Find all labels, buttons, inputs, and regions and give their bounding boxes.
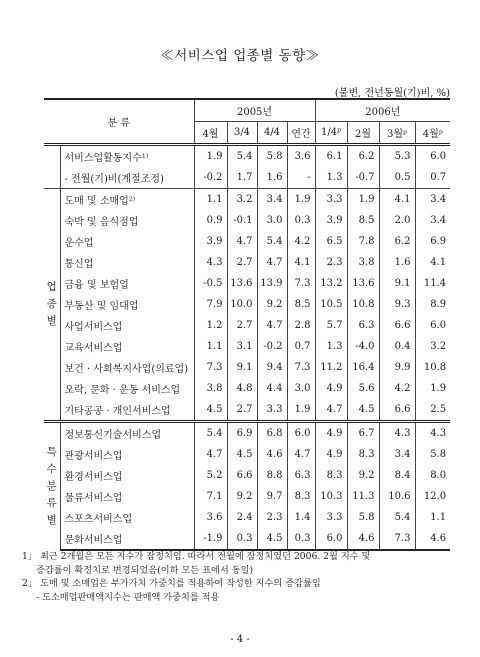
value-cell: 5.4 bbox=[227, 145, 257, 168]
value-cell: 1.3 bbox=[315, 336, 347, 357]
value-cell: 4.9 bbox=[315, 422, 347, 445]
table-row bbox=[44, 507, 450, 528]
value-cell: 0.4 bbox=[379, 336, 415, 357]
value-cell: 6.8 bbox=[257, 422, 287, 445]
row-label: 보건 · 사회복지사업(의료업) bbox=[64, 364, 189, 375]
value-cell: 4.1 bbox=[287, 252, 315, 273]
value-cell: 7.3 bbox=[379, 528, 415, 550]
value-cell: -0.2 bbox=[194, 167, 227, 189]
value-cell: 4.7 bbox=[194, 444, 227, 465]
value-cell: 9.2 bbox=[227, 486, 257, 507]
table-row bbox=[44, 315, 450, 336]
year-2005-header: 2005년 bbox=[194, 99, 315, 122]
value-cell: 6.7 bbox=[347, 422, 379, 445]
value-cell: 3.4 bbox=[257, 189, 287, 211]
value-cell: 8.0 bbox=[415, 465, 450, 486]
value-cell: 8.3 bbox=[315, 465, 347, 486]
value-cell: 1.1 bbox=[194, 189, 227, 211]
value-cell: 3.3 bbox=[315, 507, 347, 528]
value-cell: 4.2 bbox=[379, 378, 415, 399]
value-cell: 0.7 bbox=[415, 167, 450, 189]
value-cell: 4.7 bbox=[287, 444, 315, 465]
value-cell: 5.4 bbox=[379, 507, 415, 528]
value-cell: 6.0 bbox=[315, 528, 347, 550]
table-row bbox=[44, 145, 450, 168]
value-cell: 6.0 bbox=[287, 422, 315, 445]
value-cell: 5.2 bbox=[194, 465, 227, 486]
row-label: 관광서비스업 bbox=[64, 451, 123, 462]
value-cell: -0.7 bbox=[347, 167, 379, 189]
value-cell: 6.6 bbox=[227, 465, 257, 486]
value-cell: 4.7 bbox=[227, 231, 257, 252]
table-row bbox=[44, 465, 450, 486]
value-cell: 7.9 bbox=[194, 294, 227, 315]
value-cell: 0.3 bbox=[287, 210, 315, 231]
table-row bbox=[44, 399, 450, 422]
row-label: 문화서비스업 bbox=[60, 528, 194, 550]
col-header: 4/4 bbox=[257, 122, 287, 145]
value-cell: 6.1 bbox=[315, 145, 347, 168]
value-cell: 7.1 bbox=[194, 486, 227, 507]
value-cell: 1.7 bbox=[227, 167, 257, 189]
value-cell: 4.2 bbox=[287, 231, 315, 252]
value-cell: 2.7 bbox=[227, 315, 257, 336]
value-cell: -4.0 bbox=[347, 336, 379, 357]
row-label: 물류서비스업 bbox=[64, 493, 123, 504]
value-cell: 6.9 bbox=[227, 422, 257, 445]
value-cell: 9.2 bbox=[347, 465, 379, 486]
value-cell: 10.3 bbox=[315, 486, 347, 507]
value-cell: 1.6 bbox=[257, 167, 287, 189]
category-header: 분 류 bbox=[44, 99, 194, 145]
value-cell: 1.6 bbox=[379, 252, 415, 273]
value-cell: 1.4 bbox=[287, 507, 315, 528]
value-cell: 1.9 bbox=[347, 189, 379, 211]
value-cell: 3.8 bbox=[347, 252, 379, 273]
col-header: 4월 bbox=[194, 122, 227, 145]
value-cell: 3.2 bbox=[227, 189, 257, 211]
group-label-industry: 업 종 별 bbox=[46, 281, 57, 327]
value-cell: 9.1 bbox=[227, 357, 257, 378]
value-cell: 8.3 bbox=[287, 486, 315, 507]
value-cell: 13.6 bbox=[347, 273, 379, 294]
value-cell: 4.3 bbox=[379, 422, 415, 445]
row-label: 부동산 및 임대업 bbox=[64, 301, 139, 312]
value-cell: 6.2 bbox=[379, 231, 415, 252]
table-row bbox=[44, 422, 450, 445]
value-cell: 5.6 bbox=[347, 378, 379, 399]
row-label: 정보통신기술서비스업 bbox=[60, 422, 194, 445]
value-cell: 4.7 bbox=[257, 315, 287, 336]
service-industry-table bbox=[44, 98, 450, 551]
value-cell: 3.9 bbox=[194, 231, 227, 252]
col-header: 3월ᵖ bbox=[379, 122, 415, 145]
value-cell: 2.4 bbox=[227, 507, 257, 528]
value-cell: 4.5 bbox=[194, 399, 227, 422]
row-label: 서비스업활동지수¹⁾ bbox=[60, 145, 194, 168]
table-row bbox=[44, 210, 450, 231]
value-cell: 0.3 bbox=[227, 528, 257, 550]
value-cell: 6.3 bbox=[347, 315, 379, 336]
unit-note: (불변, 전년동월(기)비, %) bbox=[334, 88, 450, 99]
table-row bbox=[44, 189, 450, 211]
value-cell: 9.1 bbox=[379, 273, 415, 294]
value-cell: 7.3 bbox=[287, 357, 315, 378]
value-cell: 2.5 bbox=[415, 399, 450, 422]
table-row bbox=[44, 528, 450, 550]
row-label: 기타공공 · 개인서비스업 bbox=[64, 406, 171, 417]
footnotes bbox=[22, 550, 462, 604]
value-cell: 2.3 bbox=[315, 252, 347, 273]
value-cell: 10.5 bbox=[315, 294, 347, 315]
value-cell: 11.4 bbox=[415, 273, 450, 294]
value-cell: 7.3 bbox=[287, 273, 315, 294]
value-cell: 2.7 bbox=[227, 399, 257, 422]
value-cell: 7.3 bbox=[194, 357, 227, 378]
year-2006-header: 2006년 bbox=[315, 99, 450, 122]
table-row bbox=[44, 273, 450, 294]
value-cell: 1.9 bbox=[287, 399, 315, 422]
table-row bbox=[44, 378, 450, 399]
value-cell: - bbox=[287, 167, 315, 189]
row-label: 금융 및 보험업 bbox=[64, 280, 129, 291]
col-header: 3/4 bbox=[227, 122, 257, 145]
value-cell: 10.0 bbox=[227, 294, 257, 315]
value-cell: 2.8 bbox=[287, 315, 315, 336]
value-cell: 5.8 bbox=[415, 444, 450, 465]
value-cell: -1.9 bbox=[194, 528, 227, 550]
value-cell: 9.2 bbox=[257, 294, 287, 315]
table-row bbox=[44, 486, 450, 507]
value-cell: 4.7 bbox=[257, 252, 287, 273]
value-cell: 6.0 bbox=[415, 145, 450, 168]
value-cell: -0.1 bbox=[227, 210, 257, 231]
row-label: 통신업 bbox=[64, 259, 94, 270]
value-cell: 1.1 bbox=[415, 507, 450, 528]
value-cell: 8.9 bbox=[415, 294, 450, 315]
value-cell: 5.4 bbox=[194, 422, 227, 445]
value-cell: 4.4 bbox=[257, 378, 287, 399]
value-cell: 11.3 bbox=[347, 486, 379, 507]
value-cell: 9.4 bbox=[257, 357, 287, 378]
value-cell: 3.4 bbox=[415, 189, 450, 211]
table-row bbox=[44, 252, 450, 273]
value-cell: 0.7 bbox=[287, 336, 315, 357]
value-cell: 5.8 bbox=[257, 145, 287, 168]
value-cell: 5.4 bbox=[257, 231, 287, 252]
value-cell: 3.3 bbox=[315, 189, 347, 211]
value-cell: 12.0 bbox=[415, 486, 450, 507]
footnote-line: 1」 최근 2개월은 모든 지수가 잠정치임. 따라서 전월에 잠정치였던 2006. 2월 지수 및 bbox=[22, 551, 371, 562]
row-label: 오락, 문화 · 운동 서비스업 bbox=[64, 385, 181, 396]
value-cell: 1.9 bbox=[194, 145, 227, 168]
group-cell-blank bbox=[44, 145, 60, 189]
value-cell: 6.9 bbox=[415, 231, 450, 252]
value-cell: 3.1 bbox=[227, 336, 257, 357]
value-cell: 3.8 bbox=[194, 378, 227, 399]
value-cell: 1.9 bbox=[287, 189, 315, 211]
value-cell: 10.8 bbox=[415, 357, 450, 378]
row-label: 환경서비스업 bbox=[64, 472, 123, 483]
value-cell: 6.5 bbox=[315, 231, 347, 252]
row-label: 도매 및 소매업²⁾ bbox=[60, 189, 194, 211]
value-cell: 5.8 bbox=[347, 507, 379, 528]
table-row bbox=[44, 294, 450, 315]
value-cell: 4.6 bbox=[347, 528, 379, 550]
value-cell: 3.0 bbox=[257, 210, 287, 231]
value-cell: 4.7 bbox=[315, 399, 347, 422]
value-cell: 8.8 bbox=[257, 465, 287, 486]
value-cell: 4.8 bbox=[227, 378, 257, 399]
value-cell: 4.9 bbox=[315, 378, 347, 399]
value-cell: 2.7 bbox=[227, 252, 257, 273]
value-cell: 8.4 bbox=[379, 465, 415, 486]
value-cell: 3.3 bbox=[257, 399, 287, 422]
value-cell: 11.2 bbox=[315, 357, 347, 378]
row-label: 숙박 및 음식점업 bbox=[64, 217, 139, 228]
value-cell: 4.3 bbox=[415, 422, 450, 445]
footnote-line: 2」 도매 및 소매업은 부가가치 가중치를 적용하여 작성한 지수의 증감률임 bbox=[22, 578, 321, 589]
value-cell: 10.6 bbox=[379, 486, 415, 507]
row-label: 사업서비스업 bbox=[64, 322, 123, 333]
value-cell: 1.9 bbox=[415, 378, 450, 399]
value-cell: -0.2 bbox=[257, 336, 287, 357]
value-cell: 0.5 bbox=[379, 167, 415, 189]
value-cell: 7.8 bbox=[347, 231, 379, 252]
value-cell: 13.2 bbox=[315, 273, 347, 294]
page-number: - 4 - bbox=[230, 634, 250, 645]
value-cell: 3.4 bbox=[379, 444, 415, 465]
value-cell: 6.3 bbox=[287, 465, 315, 486]
col-header: 1/4ᵖ bbox=[315, 122, 347, 145]
value-cell: 6.0 bbox=[415, 315, 450, 336]
value-cell: 4.9 bbox=[315, 444, 347, 465]
value-cell: 4.1 bbox=[379, 189, 415, 211]
value-cell: 4.6 bbox=[257, 444, 287, 465]
value-cell: 3.2 bbox=[415, 336, 450, 357]
value-cell: 4.5 bbox=[347, 399, 379, 422]
col-header: 2월 bbox=[347, 122, 379, 145]
document-title: ≪서비스업 업종별 동향≫ bbox=[160, 48, 320, 64]
value-cell: 1.3 bbox=[315, 167, 347, 189]
col-header: 4월ᵖ bbox=[415, 122, 450, 145]
value-cell: 9.9 bbox=[379, 357, 415, 378]
footnote-line: - 도소매업판매액지수는 판매액 가중치를 적용 bbox=[36, 591, 220, 603]
row-label: - 전월(기)비(계절조정) bbox=[64, 174, 164, 185]
value-cell: 1.2 bbox=[194, 315, 227, 336]
col-header: 연간 bbox=[287, 122, 315, 145]
value-cell: 0.9 bbox=[194, 210, 227, 231]
table-row bbox=[44, 444, 450, 465]
value-cell: 2.3 bbox=[257, 507, 287, 528]
table-row bbox=[44, 336, 450, 357]
group-label-special: 특 수 분 류 별 bbox=[46, 446, 57, 526]
value-cell: 2.0 bbox=[379, 210, 415, 231]
table-row bbox=[44, 167, 450, 189]
value-cell: 0.3 bbox=[287, 528, 315, 550]
value-cell: 3.6 bbox=[287, 145, 315, 168]
value-cell: 8.3 bbox=[347, 444, 379, 465]
value-cell: 6.6 bbox=[379, 315, 415, 336]
table-row bbox=[44, 357, 450, 378]
value-cell: 4.5 bbox=[227, 444, 257, 465]
table-row bbox=[44, 231, 450, 252]
value-cell: 4.1 bbox=[415, 252, 450, 273]
value-cell: 3.6 bbox=[194, 507, 227, 528]
value-cell: 1.1 bbox=[194, 336, 227, 357]
value-cell: 13.6 bbox=[227, 273, 257, 294]
value-cell: 3.9 bbox=[315, 210, 347, 231]
footnote-line: 증감률이 확정치로 변경되었음(이하 모든 표에서 동일) bbox=[36, 564, 254, 576]
row-label: 교육서비스업 bbox=[64, 343, 123, 354]
value-cell: 4.6 bbox=[415, 528, 450, 550]
value-cell: 5.7 bbox=[315, 315, 347, 336]
value-cell: 10.8 bbox=[347, 294, 379, 315]
value-cell: -0.5 bbox=[194, 273, 227, 294]
value-cell: 8.5 bbox=[347, 210, 379, 231]
row-label: 운수업 bbox=[64, 238, 94, 249]
value-cell: 8.5 bbox=[287, 294, 315, 315]
value-cell: 3.4 bbox=[415, 210, 450, 231]
value-cell: 6.6 bbox=[379, 399, 415, 422]
value-cell: 4.5 bbox=[257, 528, 287, 550]
value-cell: 4.3 bbox=[194, 252, 227, 273]
value-cell: 9.7 bbox=[257, 486, 287, 507]
value-cell: 6.2 bbox=[347, 145, 379, 168]
value-cell: 13.9 bbox=[257, 273, 287, 294]
value-cell: 9.3 bbox=[379, 294, 415, 315]
row-label: 스포츠서비스업 bbox=[64, 514, 133, 525]
value-cell: 3.0 bbox=[287, 378, 315, 399]
value-cell: 5.3 bbox=[379, 145, 415, 168]
value-cell: 16.4 bbox=[347, 357, 379, 378]
